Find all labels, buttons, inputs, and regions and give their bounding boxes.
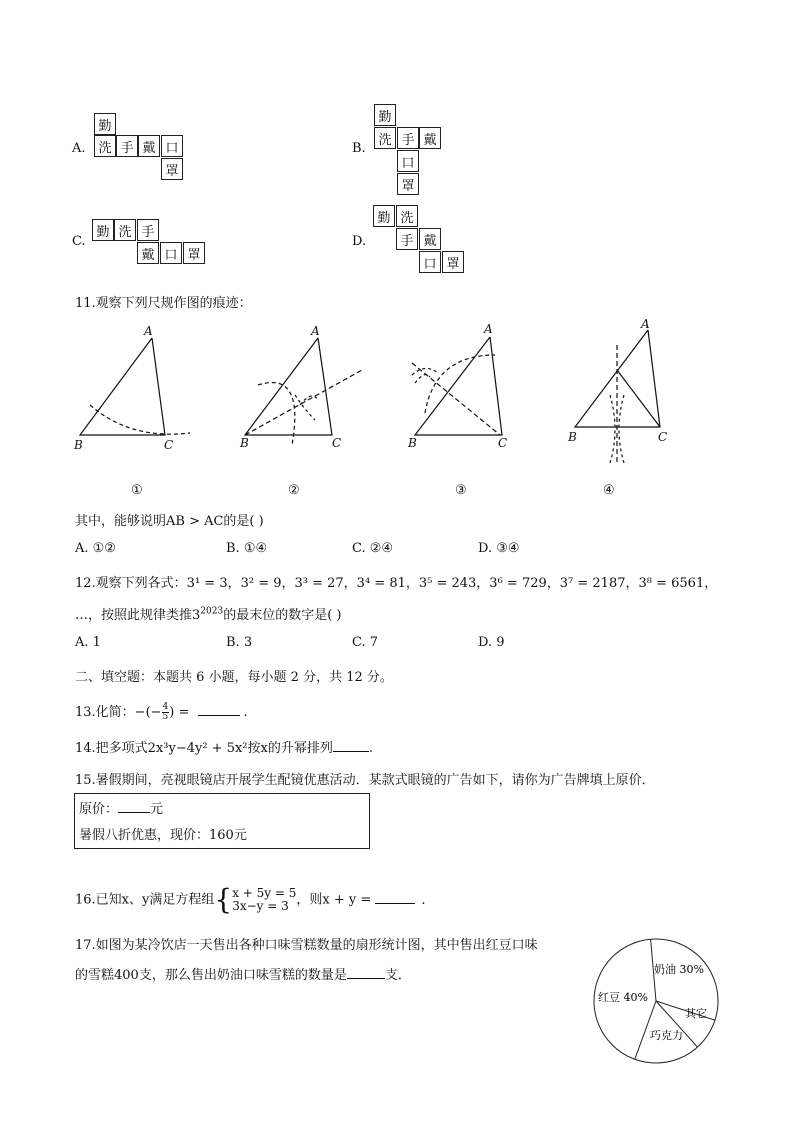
- q11-option-c: C. ②④: [352, 541, 394, 556]
- figure-label-2: ②: [288, 483, 300, 498]
- q11-option-b: B. ①④: [226, 541, 268, 556]
- net-cell: 洗: [94, 135, 116, 157]
- q17-line2-suffix: 支．: [384, 968, 411, 983]
- net-cell: 罩: [183, 242, 205, 264]
- option-label: D.: [352, 234, 367, 249]
- vertex-c-1: C: [164, 438, 174, 452]
- net-cell: 洗: [374, 127, 396, 149]
- q12-line1: 12.观察下列各式：3¹ = 3，3² = 9，3³ = 27，3⁴ = 81，3⁵ = 243，3⁶ = 729，3⁷ = 2187，3⁸ = 6561，: [75, 576, 718, 591]
- arc-2b: [295, 395, 315, 420]
- q16-suffix: ，则x + y =: [296, 892, 376, 908]
- fraction-numerator: 4: [162, 702, 169, 712]
- net-cell: 口: [161, 135, 183, 157]
- figure-label-1: ①: [131, 483, 143, 498]
- ad-line1-prefix: 原价：: [79, 802, 119, 817]
- net-cell: 戴: [138, 135, 160, 157]
- q14: [75, 737, 373, 756]
- q15-stem: 15.暑假期间，亮视眼镜店开展学生配镜优惠活动．某款式眼镜的广告如下，请你为广告牌填上原价．: [75, 773, 655, 788]
- pie-label-cream: 奶油 30%: [654, 963, 704, 976]
- vertex-a-3: A: [484, 322, 493, 336]
- q12-option-a: A. 1: [75, 635, 101, 650]
- pie-label-chocolate: 巧克力: [650, 1029, 683, 1042]
- q13: [75, 701, 248, 722]
- net-cell: 罩: [397, 173, 419, 195]
- ad-current-price: 暑假八折优惠，现价：160元: [79, 828, 247, 843]
- q13-suffix: ) =: [169, 705, 194, 720]
- net-cell: 手: [396, 228, 418, 250]
- q16: [75, 883, 426, 916]
- vertex-c-3: C: [498, 436, 508, 450]
- arc-2c: [300, 396, 318, 405]
- arc-4a: [610, 395, 615, 463]
- q13-end: .: [243, 705, 248, 720]
- figure-label-4: ④: [603, 483, 615, 498]
- net-cell: 罩: [161, 158, 183, 180]
- net-cell: 勤: [373, 205, 395, 227]
- option-label: B.: [352, 141, 366, 156]
- pie-label-other: 其它: [685, 1007, 707, 1020]
- option-label: C.: [72, 234, 86, 249]
- pie-chart: [590, 935, 724, 1069]
- net-cell: 手: [116, 135, 138, 157]
- answer-blank[interactable]: [347, 966, 385, 979]
- vertex-b-2: B: [240, 436, 249, 450]
- answer-blank[interactable]: [198, 703, 240, 716]
- vertex-c-4: C: [658, 430, 668, 444]
- net-cell: 口: [397, 150, 419, 172]
- pie-label-red-bean: 红豆 40%: [598, 991, 648, 1004]
- ad-original-price: [79, 798, 163, 817]
- net-cell: 手: [137, 219, 159, 241]
- section-2-title: 二、填空题：本题共 6 小题，每小题 2 分，共 12 分。: [75, 670, 393, 685]
- q12-option-c: C. 7: [352, 635, 379, 650]
- net-cell: 戴: [419, 228, 441, 250]
- fraction-denominator: 5: [162, 712, 169, 722]
- triangle-2: [245, 338, 332, 435]
- q12-line2-suffix: 的最末位的数字是( ): [223, 608, 342, 623]
- vertex-b-1: B: [74, 438, 83, 452]
- triangle-3: [415, 337, 502, 435]
- triangle-1: [80, 338, 165, 435]
- net-cell: 洗: [396, 205, 418, 227]
- q11-stem: 11.观察下列尺规作图的痕迹：: [75, 296, 252, 311]
- q12-line2-prefix: …，按照此规律类推3: [75, 608, 201, 623]
- vertex-a-1: A: [144, 324, 153, 338]
- equation-system: { x + 5y = 5 3x−y = 3: [214, 883, 297, 916]
- net-cell: 戴: [419, 127, 441, 149]
- q16-end: .: [421, 892, 426, 908]
- vertex-b-3: B: [408, 436, 417, 450]
- q11-question: 其中，能够说明AB > AC的是( ): [75, 514, 264, 529]
- net-cell: 洗: [114, 219, 136, 241]
- net-cell: 勤: [94, 113, 116, 135]
- q11-construction-figures: [60, 315, 700, 475]
- equation-2: 3x−y = 3: [232, 899, 289, 913]
- q14-text: 14.把多项式2x³y−4y² + 5x²按x的升幂排列: [75, 741, 333, 756]
- q12-line2: [75, 604, 341, 623]
- vertex-c-2: C: [332, 436, 342, 450]
- advertisement-board: [74, 793, 370, 849]
- arc-3a: [425, 355, 495, 413]
- net-cell: 戴: [137, 242, 159, 264]
- q12-option-b: B. 3: [226, 635, 253, 650]
- figure-label-3: ③: [455, 483, 467, 498]
- net-cell: 口: [160, 242, 182, 264]
- q12-option-d: D. 9: [478, 635, 505, 650]
- vertex-a-2: A: [311, 324, 320, 338]
- q11-option-d: D. ③④: [478, 541, 520, 556]
- net-cell: 罩: [442, 251, 464, 273]
- q12-exponent: 2023: [200, 606, 224, 617]
- q13-prefix: 13.化简：−(−: [75, 705, 162, 720]
- bisector-2: [245, 370, 362, 435]
- net-cell: 口: [419, 251, 441, 273]
- arc-1: [90, 405, 190, 434]
- answer-blank[interactable]: [375, 891, 415, 904]
- arc-4b: [619, 395, 624, 463]
- net-cell: 手: [397, 127, 419, 149]
- q14-end: .: [368, 741, 373, 756]
- q17-line2: [75, 964, 411, 983]
- arc-2a: [258, 383, 295, 446]
- q16-prefix: 16.已知x、y满足方程组: [75, 892, 215, 908]
- q17-line2-prefix: 的雪糕400支，那么售出奶油口味雪糕的数量是: [75, 968, 347, 983]
- q17-line1: 17.如图为某冷饮店一天售出各种口味雪糕数量的扇形统计图，其中售出红豆口味: [75, 938, 538, 953]
- net-cell: 勤: [92, 219, 114, 241]
- bisector-3: [412, 363, 500, 435]
- ad-line1-suffix: 元: [150, 802, 164, 817]
- equation-1: x + 5y = 5: [232, 886, 297, 900]
- q11-option-a: A. ①②: [75, 541, 116, 556]
- vertex-b-4: B: [568, 430, 577, 444]
- answer-blank[interactable]: [333, 739, 369, 752]
- vertex-a-4: A: [641, 317, 650, 331]
- answer-blank[interactable]: [118, 800, 150, 813]
- option-label: A.: [72, 141, 86, 156]
- net-cell: 勤: [374, 104, 396, 126]
